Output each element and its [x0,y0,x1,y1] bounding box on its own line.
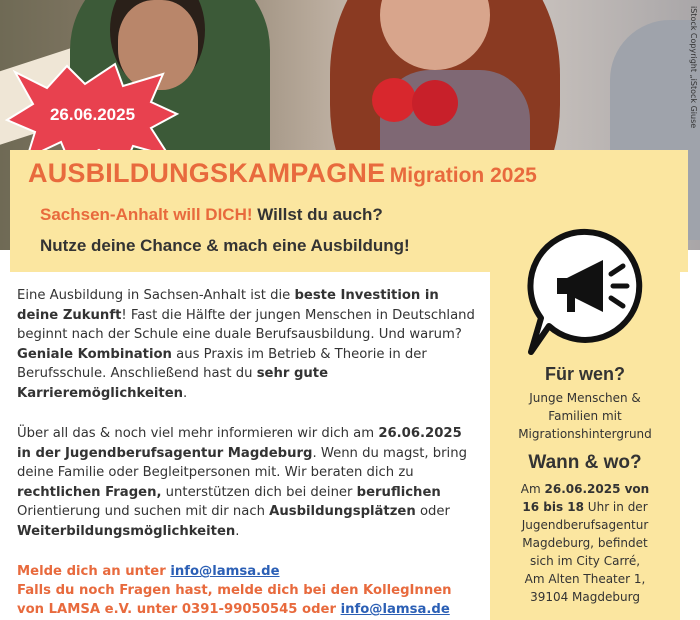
photo-copyright: iStock Copyright „iStock Giuse [689,6,698,129]
title-main: AUSBILDUNGSKAMPAGNE [28,158,386,188]
contact-line: von LAMSA e.V. unter 0391-99050545 oder info@lamsa.de [17,602,450,617]
title-sub: Migration 2025 [389,164,537,187]
megaphone-icon [527,228,647,356]
tagline-line2: Nutze deine Chance & mach eine Ausbildung! [40,236,410,255]
page-title [28,158,537,189]
email-link-2[interactable]: info@lamsa.de [340,602,450,617]
date-badge: 26.06.2025 [49,105,136,124]
register-line: Melde dich an unter info@lamsa.de [17,564,280,579]
sidebar-for-line: Migrationshintergrund [518,427,652,441]
sidebar-for-line: Junge Menschen & [529,391,641,405]
sidebar-when-line: 39104 Magdeburg [530,590,640,604]
intro-paragraph: Eine Ausbildung in Sachsen-Anhalt ist die beste Investition in deine Zukunft! Fast die Hälfte der jungen Menschen in Deutschland beginnt nach der Schule eine duale Berufsausbildung. Und warum? Geniale Kombination aus Praxis im Betrieb & Theorie in der Berufsschule. Anschließend hast du sehr gute Karrieremöglichkeiten. [17,288,475,401]
sidebar-when-line: 16 bis 18 Uhr in der [522,500,648,514]
sidebar-when-line: Am 26.06.2025 von [520,482,650,496]
sidebar-for-line: Familien mit [548,409,622,423]
sidebar-when-line: Magdeburg, befindet [522,536,648,550]
sidebar-heading-for: Für wen? [545,364,625,384]
sidebar-when-line: Am Alten Theater 1, [524,572,646,586]
info-paragraph: Über all das & noch viel mehr informieren wir dich am 26.06.2025 in der Jugendberufsagentur Magdeburg. Wenn du magst, bring deine Familie oder Begleitpersonen mit. Wir beraten dich zu rechtlichen Fragen, unterstützen dich bei deiner beruflichen Orientierung und suchen mit dir nach Ausbildungsplätzen oder Weiterbildungsmöglichkeiten. [17,426,467,539]
tagline-line1: Sachsen-Anhalt will DICH! Willst du auch? [40,205,383,224]
sidebar-heading-when: Wann & wo? [528,452,642,473]
questions-line: Falls du noch Fragen hast, melde dich bei den KollegInnen [17,583,452,598]
sidebar-when-line: sich im City Carré, [529,554,641,568]
email-link[interactable]: info@lamsa.de [170,564,280,579]
sidebar-when-line: Jugendberufsagentur [521,518,649,532]
